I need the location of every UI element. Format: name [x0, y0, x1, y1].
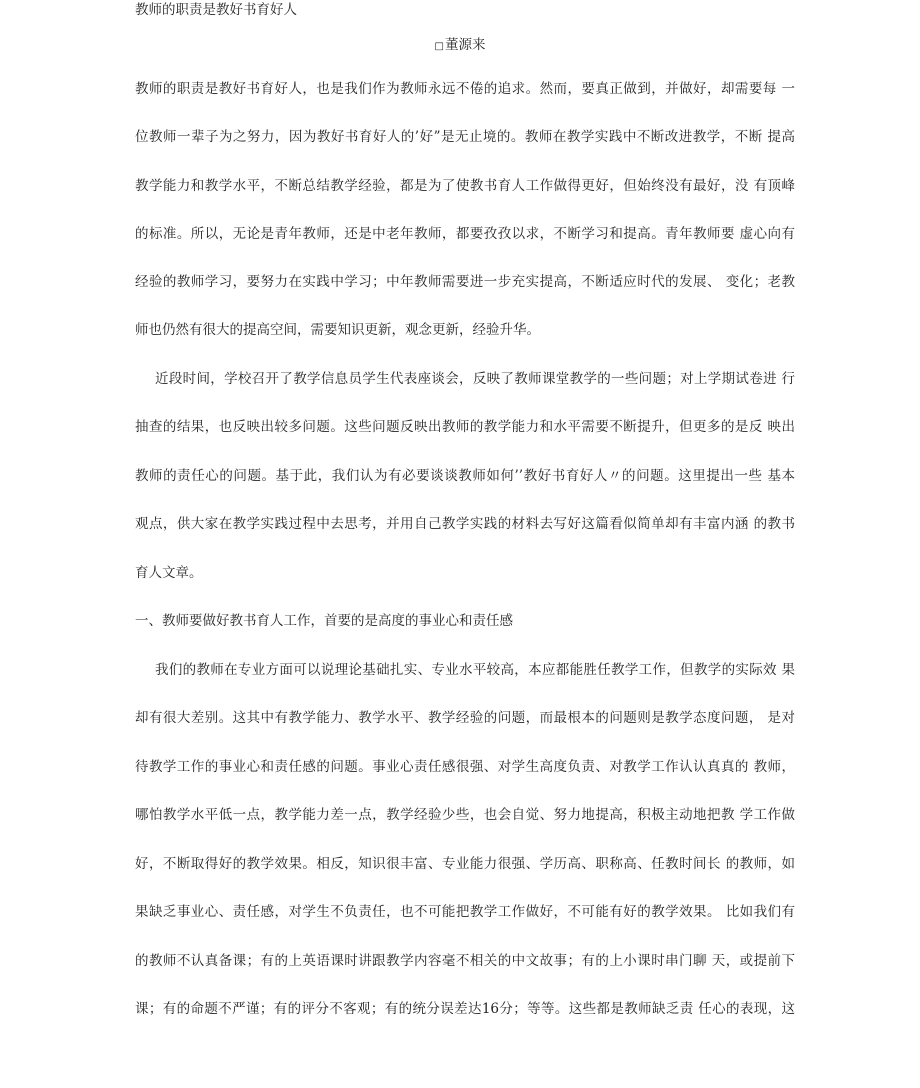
paragraph-2-line: 观点，供大家在教学实践过程中去思考，并用自己教学实践的材料去写好这篇看似简单却有丰富内涵 的教书	[135, 516, 795, 532]
author-line	[0, 36, 920, 56]
paragraph-1-line: 位教师一辈子为之努力，因为教好书育好人的’好”是无止境的。教师在教学实践中不断改进教学，不断 提高	[135, 129, 795, 145]
paragraph-3-line: 却有很大差别。这其中有教学能力、教学水平、教学经验的问题，而最根本的问题则是教学态度问题， 是对	[135, 710, 795, 726]
paragraph-1-line: 师也仍然有很大的提高空间，需要知识更新，观念更新，经验升华。	[135, 322, 540, 338]
paragraph-1-line: 的标准。所以，无论是青年教师，还是中老年教师，都要孜孜以求，不断学习和提高。青年教师要 虚心向有	[135, 226, 795, 242]
paragraph-2-line: 教师的责任心的问题。基于此，我们认为有必要谈谈教师如何’’教好书育好人〃的问题。这里提出一些 基本	[135, 468, 795, 484]
paragraph-2-line: 育人文章。	[135, 565, 203, 581]
paragraph-3-line: 果缺乏事业心、责任感，对学生不负责任，也不可能把教学工作做好，不可能有好的教学效果。 比如我们有	[135, 904, 795, 920]
author-marker: □	[434, 41, 444, 52]
paragraph-1-line: 教学能力和教学水平，不断总结教学经验，都是为了使教书育人工作做得更好，但始终没有最好，没 有顶峰	[135, 178, 795, 194]
paragraph-1-line: 经验的教师学习，要努力在实践中学习；中年教师需要进一步充实提高，不断适应时代的发展、 变化；老教	[135, 274, 795, 290]
paragraph-3-line: 哪怕教学水平低一点，教学能力差一点，教学经验少些，也会自觉、努力地提高，积极主动地把教 学工作做	[135, 807, 795, 823]
paragraph-3-line: 课；有的命题不严谨；有的评分不客观；有的统分误差达16分；等等。这些都是教师缺乏责 任心的表现，这	[135, 1001, 795, 1017]
document-title: 教师的职责是教好书育好人	[135, 2, 297, 18]
section-heading: 一、教师要做好教书育人工作，首要的是高度的事业心和责任感	[135, 613, 513, 629]
paragraph-3-line: 好，不断取得好的教学效果。相反，知识很丰富、专业能力很强、学历高、职称高、任教时间长 的教师，如	[135, 856, 795, 872]
paragraph-1-line: 教师的职责是教好书育好人，也是我们作为教师永远不倦的追求。然而，要真正做到，并做好，却需要每 一	[135, 81, 795, 97]
author-name: 董源来	[444, 37, 486, 53]
paragraph-3-line: 待教学工作的事业心和责任感的问题。事业心责任感很强、对学生高度负责、对教学工作认认真真的 教师，	[135, 759, 795, 775]
paragraph-2-line: 近段时间，学校召开了教学信息员学生代表座谈会，反映了教师课堂教学的一些问题；对上学期试卷进 行	[155, 371, 795, 387]
paragraph-3-line: 我们的教师在专业方面可以说理论基础扎实、专业水平较高，本应都能胜任教学工作，但教学的实际效 果	[155, 662, 795, 678]
paragraph-3-line: 的教师不认真备课；有的上英语课时讲跟教学内容毫不相关的中文故事；有的上小课时串门聊 天，或提前下	[135, 953, 795, 969]
paragraph-2-line: 抽查的结果，也反映出较多问题。这些问题反映出教师的教学能力和水平需要不断提升，但更多的是反 映出	[135, 419, 795, 435]
